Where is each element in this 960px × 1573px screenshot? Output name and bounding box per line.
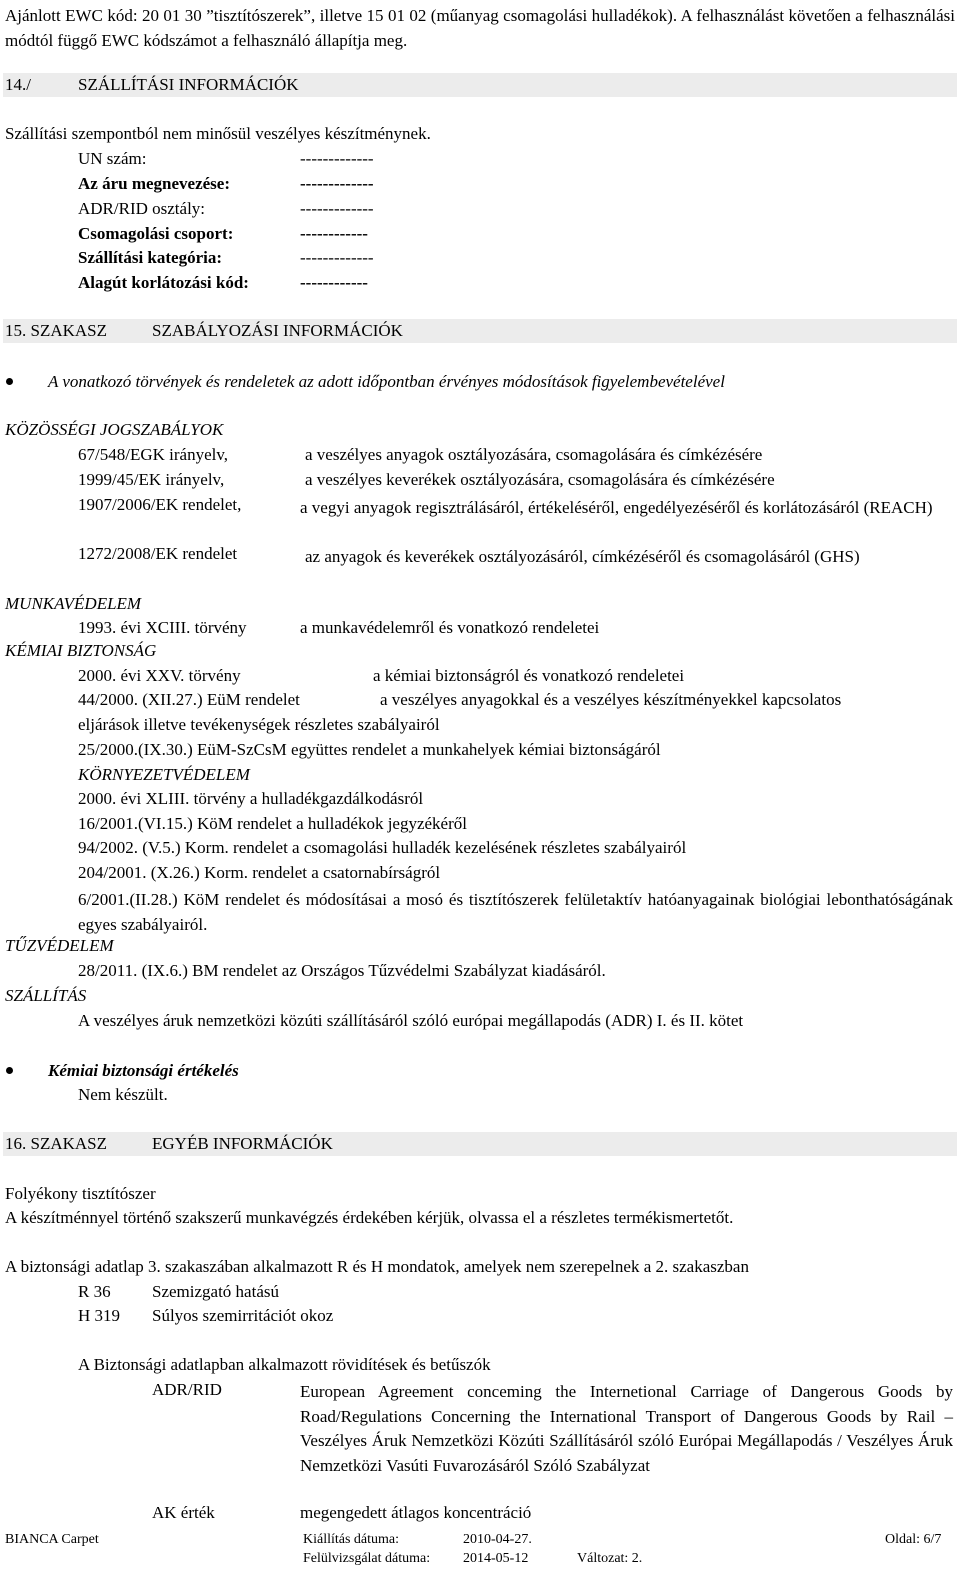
transport-row-label: Alagút korlátozási kód: <box>78 273 249 292</box>
regulation-ref: 1999/45/EK irányelv, <box>78 470 225 489</box>
abbreviation-text: megengedett átlagos koncentráció <box>300 1503 532 1522</box>
fire-safety-heading: TŰZVÉDELEM <box>5 936 114 955</box>
phrase-text: Súlyos szemirritációt okoz <box>152 1306 334 1325</box>
regulation-desc-cont: eljárások illetve tevékenységek részletes szabályairól <box>78 715 440 734</box>
regulation-item: 16/2001.(VI.15.) KöM rendelet a hulladékok jegyzékéről <box>78 814 467 833</box>
transport-row-value: ------------- <box>300 174 374 193</box>
footer-page: Oldal: 6/7 <box>885 1532 942 1547</box>
phrases-intro: A biztonsági adatlap 3. szakaszában alkalmazott R és H mondatok, amelyek nem szerepelnek a 2. szakaszban <box>5 1257 749 1276</box>
section-15-number: 15. SZAKASZ <box>5 321 108 340</box>
transport-row-value: ------------- <box>300 248 374 267</box>
regulation-desc: az anyagok és keverékek osztályozásáról, címkézéséről és csomagolásáról (GHS) <box>305 547 860 566</box>
regulation-item: 204/2001. (X.26.) Korm. rendelet a csatornabírságról <box>78 863 441 882</box>
transport-row-value: ------------- <box>300 149 374 168</box>
footer-company: BIANCA Carpet <box>5 1532 99 1547</box>
abbreviations-title: A Biztonsági adatlapban alkalmazott rövidítések és betűszók <box>78 1355 491 1374</box>
footer-issue-date: 2010-04-27. <box>463 1532 532 1547</box>
footer-review-date: 2014-05-12 <box>463 1551 529 1566</box>
footer-version: Változat: 2. <box>577 1551 643 1566</box>
regulation-desc: a vegyi anyagok regisztrálásáról, értékeléséről, engedélyezéséről és korlátozásáról (REACH) <box>300 498 933 517</box>
environment-heading: KÖRNYEZETVÉDELEM <box>78 765 250 784</box>
regulation-item: 25/2000.(IX.30.) EüM-SzCsM együttes rendelet a munkahelyek kémiai biztonságáról <box>78 740 661 759</box>
section-16-title: EGYÉB INFORMÁCIÓK <box>152 1134 333 1153</box>
section-16-number: 16. SZAKASZ <box>5 1134 108 1153</box>
transport-row-label: Szállítási kategória: <box>78 248 223 267</box>
section-15-header-bar <box>3 319 957 343</box>
transport-heading: SZÁLLÍTÁS <box>5 986 87 1005</box>
footer-review-label: Felülvizsgálat dátuma: <box>303 1551 431 1566</box>
regulation-desc: a kémiai biztonságról és vonatkozó rendeletei <box>373 666 685 685</box>
regulation-desc: a veszélyes anyagokkal és a veszélyes készítményekkel kapcsolatos <box>380 690 842 709</box>
phrase-code: H 319 <box>78 1306 121 1325</box>
regulation-item: 6/2001.(II.28.) KöM rendelet és módosításai a mosó és tisztítószerek felületaktív hatóanyagainak biológiai lebonthatóságának egyes szabályairól. <box>78 890 953 934</box>
chemical-safety-heading: KÉMIAI BIZTONSÁG <box>5 641 157 660</box>
regulation-desc: a munkavédelemről és vonatkozó rendeletei <box>300 618 600 637</box>
regulation-desc: a veszélyes keverékek osztályozására, csomagolására és címkézésére <box>305 470 775 489</box>
chemical-assessment-text: Nem készült. <box>78 1085 168 1104</box>
transport-row-label: UN szám: <box>78 149 147 168</box>
transport-row-label: Az áru megnevezése: <box>78 174 230 193</box>
product-type: Folyékony tisztítószer <box>5 1184 156 1203</box>
transport-row-label: Csomagolási csoport: <box>78 224 234 243</box>
section-15-title: SZABÁLYOZÁSI INFORMÁCIÓK <box>152 321 403 340</box>
abbreviation-code: AK érték <box>152 1503 215 1522</box>
abbreviation-code: ADR/RID <box>152 1380 222 1399</box>
labour-safety-heading: MUNKAVÉDELEM <box>5 594 142 613</box>
section-14-number: 14./ <box>5 75 31 94</box>
section-16-header-bar <box>3 1132 957 1156</box>
transport-row-value: ------------ <box>300 224 368 243</box>
transport-row-value: ------------ <box>300 273 368 292</box>
chemical-assessment-title: Kémiai biztonsági értékelés <box>48 1061 239 1080</box>
bullet-icon <box>6 378 13 385</box>
regulation-item: 28/2011. (IX.6.) BM rendelet az Országos Tűzvédelmi Szabályzat kiadásáról. <box>78 961 606 980</box>
footer-issue-label: Kiállítás dátuma: <box>303 1532 400 1547</box>
regulation-ref: 1907/2006/EK rendelet, <box>78 495 242 514</box>
regulation-ref: 1272/2008/EK rendelet <box>78 544 238 563</box>
regulation-item: 2000. évi XLIII. törvény a hulladékgazdálkodásról <box>78 789 424 808</box>
regulations-note: A vonatkozó törvények és rendeletek az adott időpontban érvényes módosítások figyelembevételével <box>48 372 725 391</box>
regulation-ref: 1993. évi XCIII. törvény <box>78 618 247 637</box>
regulation-desc: a veszélyes anyagok osztályozására, csomagolására és címkézésére <box>305 445 763 464</box>
transport-intro: Szállítási szempontból nem minősül veszélyes készítménynek. <box>5 124 431 143</box>
usage-note: A készítménnyel történő szakszerű munkavégzés érdekében kérjük, olvassa el a részletes termékismertetőt. <box>5 1208 734 1227</box>
ewc-paragraph: Ajánlott EWC kód: 20 01 30 ”tisztítószerek”, illetve 15 01 02 (műanyag csomagolási hulladékok). A felhasználást követően a felhasználási módtól függő EWC kódszámot a felhasználó állapítja meg. <box>5 6 955 50</box>
phrase-code: R 36 <box>78 1282 111 1301</box>
section-14-title: SZÁLLÍTÁSI INFORMÁCIÓK <box>78 75 299 94</box>
transport-row-value: ------------- <box>300 199 374 218</box>
regulation-ref: 44/2000. (XII.27.) EüM rendelet <box>78 690 300 709</box>
regulation-ref: 2000. évi XXV. törvény <box>78 666 241 685</box>
bullet-icon <box>6 1067 13 1074</box>
regulation-item: A veszélyes áruk nemzetközi közúti szállításáról szóló európai megállapodás (ADR) I. és II. kötet <box>78 1011 744 1030</box>
abbreviation-text: European Agreement conceming the Internetional Carriage of Dangerous Goods by Road/Regulations Concerning the International Transport of Dangerous Goods by Rail –Veszélyes Áruk Nemzetközi Közúti Szállításáról szóló Európai Megállapodás / Veszélyes Áruk Nemzetközi Vasúti Fuvarozásáról Szóló Szabályzat <box>300 1382 953 1475</box>
eu-regulations-heading: KÖZÖSSÉGI JOGSZABÁLYOK <box>5 420 224 439</box>
phrase-text: Szemizgató hatású <box>152 1282 279 1301</box>
regulation-item: 94/2002. (V.5.) Korm. rendelet a csomagolási hulladék kezelésének részletes szabályairól <box>78 838 687 857</box>
transport-row-label: ADR/RID osztály: <box>78 199 206 218</box>
regulation-ref: 67/548/EGK irányelv, <box>78 445 228 464</box>
